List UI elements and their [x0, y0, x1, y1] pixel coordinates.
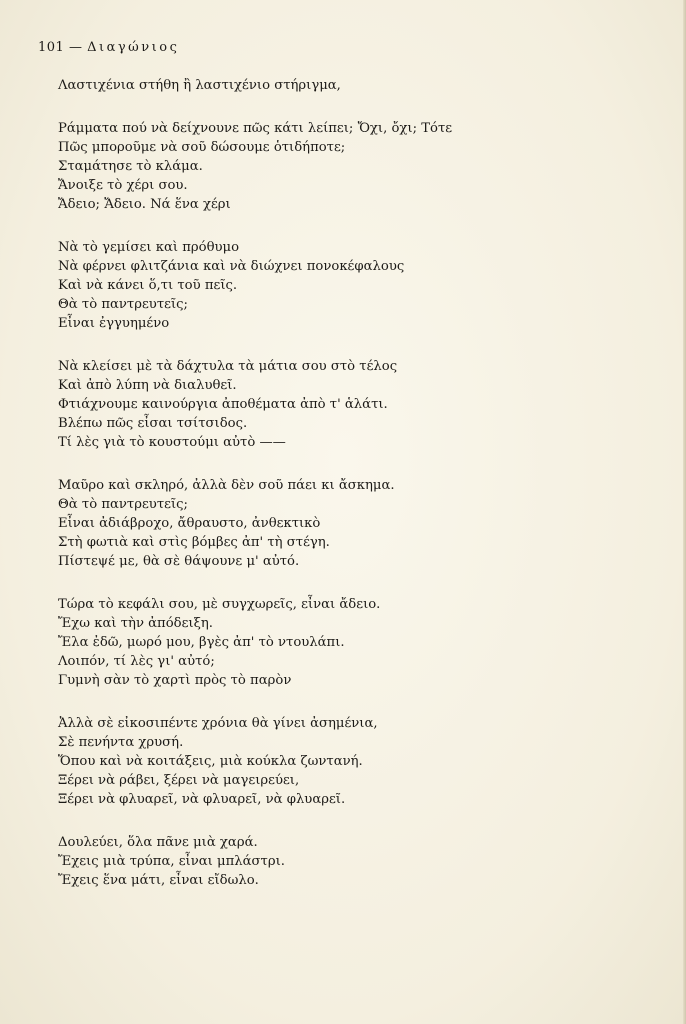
poem-line: Νὰ κλείσει μὲ τὰ δάχτυλα τὰ μάτια σου στὸ τέλος — [58, 359, 398, 374]
stanza — [58, 238, 658, 333]
poem-line: Καὶ νὰ κάνει ὅ,τι τοῦ πεῖς. — [58, 278, 238, 293]
poem-line: Νὰ τὸ γεμίσει καὶ πρόθυμο — [58, 240, 240, 255]
poem-line: Ἄνοιξε τὸ χέρι σου. — [58, 178, 188, 193]
poem-line: Θὰ τὸ παντρευτεῖς; — [58, 297, 188, 312]
poem-line: Εἶναι ἀδιάβροχο, ἄθραυστο, ἀνθεκτικὸ — [58, 516, 321, 531]
poem-body — [58, 76, 658, 914]
poem-line: Καὶ ἀπὸ λύπη νὰ διαλυθεῖ. — [58, 378, 237, 393]
poem-line: Σὲ πενήντα χρυσή. — [58, 735, 184, 750]
poem-line: Ἄδειο; Ἄδειο. Νά ἕνα χέρι — [58, 197, 231, 212]
poem-line: Ἔχεις μιὰ τρύπα, εἶναι μπλάστρι. — [58, 854, 285, 869]
poem-line: Λαστιχένια στήθη ἢ λαστιχένιο στήριγμα, — [58, 78, 341, 93]
poem-line: Πίστεψέ με, θὰ σὲ θάψουνε μ' αὐτό. — [58, 554, 300, 569]
page-number: 101 — [38, 40, 65, 55]
poem-line: Νὰ φέρνει φλιτζάνια καὶ νὰ διώχνει πονοκέφαλους — [58, 259, 405, 274]
stanza — [58, 595, 658, 690]
poem-line: Τώρα τὸ κεφάλι σου, μὲ συγχωρεῖς, εἶναι ἄδειο. — [58, 597, 381, 612]
poem-line: Ράμματα πού νὰ δείχνουνε πῶς κάτι λείπει; Ὄχι, ὄχι; Τότε — [58, 121, 453, 136]
poem-line: Στὴ φωτιὰ καὶ στὶς βόμβες ἀπ' τὴ στέγη. — [58, 535, 330, 550]
running-header — [38, 40, 179, 55]
poem-line: Πῶς μποροῦμε νὰ σοῦ δώσουμε ὁτιδήποτε; — [58, 140, 346, 155]
poem-line: Ἀλλὰ σὲ εἰκοσιπέντε χρόνια θὰ γίνει ἀσημένια, — [58, 716, 378, 731]
poem-line: Γυμνὴ σὰν τὸ χαρτὶ πρὸς τὸ παρὸν — [58, 673, 292, 688]
poem-line: Θὰ τὸ παντρευτεῖς; — [58, 497, 188, 512]
poem-line: Σταμάτησε τὸ κλάμα. — [58, 159, 203, 174]
stanza — [58, 833, 658, 890]
poem-line: Ἔχω καὶ τὴν ἀπόδειξη. — [58, 616, 213, 631]
poem-line: Ἔχεις ἕνα μάτι, εἶναι εἴδωλο. — [58, 873, 259, 888]
stanza — [58, 357, 658, 452]
poem-line: Ἔλα ἐδῶ, μωρό μου, βγὲς ἀπ' τὸ ντουλάπι. — [58, 635, 345, 650]
header-separator: — — [68, 40, 83, 55]
stanza — [58, 714, 658, 809]
poem-line: Βλέπω πῶς εἶσαι τσίτσιδος. — [58, 416, 248, 431]
poem-line: Εἶναι ἐγγυημένο — [58, 316, 170, 331]
poem-line: Φτιάχνουμε καινούργια ἀποθέματα ἀπὸ τ' ἁλάτι. — [58, 397, 388, 412]
stanza — [58, 76, 658, 95]
poem-line: Μαῦρο καὶ σκληρό, ἀλλὰ δὲν σοῦ πάει κι ἄσκημα. — [58, 478, 395, 493]
stanza — [58, 119, 658, 214]
poem-line: Λοιπόν, τί λὲς γι' αὐτό; — [58, 654, 215, 669]
poem-line: Ὅπου καὶ νὰ κοιτάξεις, μιὰ κούκλα ζωντανή. — [58, 754, 363, 769]
stanza — [58, 476, 658, 571]
poem-line: Ξέρει νὰ φλυαρεῖ, νὰ φλυαρεῖ, νὰ φλυαρεῖ. — [58, 792, 346, 807]
poem-line: Δουλεύει, ὅλα πᾶνε μιὰ χαρά. — [58, 835, 258, 850]
poem-line: Ξέρει νὰ ράβει, ξέρει νὰ μαγειρεύει, — [58, 773, 300, 788]
running-title: Διαγώνιος — [87, 40, 180, 55]
poem-line: Τί λὲς γιὰ τὸ κουστούμι αὐτὸ —— — [58, 435, 286, 450]
